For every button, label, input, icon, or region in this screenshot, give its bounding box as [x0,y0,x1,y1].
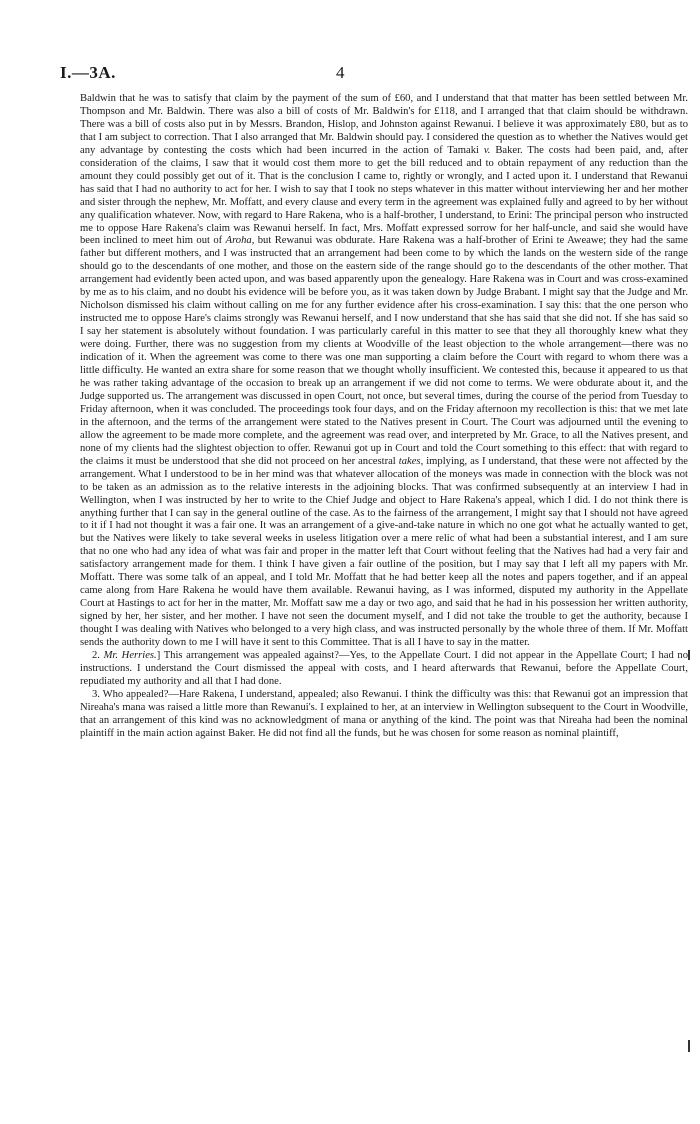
paragraph-text: Baker. The costs had been paid, and, after consideration of the claims, I saw that it would cost them more to get the bill reduced and to obtain repayment of any reduction than the amount they could possibly get out of it. That is the conclusion I came to, rightly or wrongly, and I acted upon it. I understand that Rewanui has said that I had no authority to act for her. I wish to say that I took no steps whatever in this matter without interviewing her and her mother and sister through the nephew, Mr. Moffatt, and every clause and every term in the agreement was explained fully and agreed to by her without any qualification whatever. Now, with regard to Hare Rakena, who is a half-brother, I understand, to Erini: The principal person who instructed me to oppose Hare Rakena's claim was Rewanui herself. In fact, Mrs. Moffatt expressed sorrow for her half-uncle, and said she would have been inclined to meet him out of [80,144,688,247]
italic-text: v. [483,144,491,156]
paragraph-text: 3. Who appealed?—Hare Rakena, I understand, appealed; also Rewanui. I think the difficulty was this: that Rewanui got an impression that Nireaha's mana was raised a little more than Rewanui's. I explained to her, at an interview in Wellington subsequent to the Court in Woodville, that an arrangement of this kind was no acknowledgment of mana or anything of the kind. The point was that Nireaha had been the nominal plaintiff in the main action against Baker. He did not find all the funds, but he was chosen for some reason as nominal plaintiff, [80,688,688,739]
italic-text: Aroha [225,235,252,247]
paragraph [80,93,688,650]
edge-mark [688,1040,690,1052]
edge-mark [688,650,690,660]
paragraph-text: Baldwin that he was to satisfy that claim by the payment of the sum of £60, and I understand that that matter has been settled between Mr. Thompson and Mr. Baldwin. There was also a bill of costs of Mr. Baldwin's for £118, and I arranged that that claim should be withdrawn. There was a bill of costs also put in by Messrs. Brandon, Hislop, and Johnston against Rewanui. I believe it was approximately £80, but as to that I am subject to correction. That I also arranged that Mr. Baldwin should pay. I considered the question as to whether the Natives would get any advantage by contesting the costs which had been incurred in the action of Tamaki [80,93,688,156]
paragraph [80,650,688,689]
italic-text: Mr. Herries. [103,649,157,661]
paragraph-text: ] This arrangement was appealed against?—Yes, to the Appellate Court. I did not appear in the Appellate Court; I had no instructions. I understand the Court dismissed the appeal with costs, and I heard afterwards that Rewanui, before the Appellate Court, repudiated my authority and all that I had done. [80,649,689,687]
paragraph-text: , but Rewanui was obdurate. Hare Rakena was a half-brother of Erini te Aweawe; they had the same father but different mothers, and I was instructed that an arrangement had been come to by which the lands on the western side of the range should go to the descendants of one mother, and those on the eastern side of the range should go to the descendants of the other mother. That arrangement had evidently been acted upon, and was based apparently upon the genealogy. Hare Rakena was in Court and was cross-examined by me as to his claim, and no doubt his evidence will be before you, as it was taken down by Judge Brabant. I might say that the Judge and Mr. Nicholson dismissed his claim without calling on me for any further evidence after his cross-examination. I say this: that the one person who instructed me to oppose Hare's claims strongly was Rewanui herself, and I now understand that she has said that she did not. If she has said so I say her statement is absolutely without foundation. I was particularly careful in this matter to see that they all thoroughly knew what they were doing. Further, there was no suggestion from my clients at Woodville of the least objection to the whole arrangement—there was no indication of it. When the agreement was come to there was one man supporting a claim before the Court with regard to whom there was a little difficulty. He wanted an extra share for some reason that we thought wholly insufficient. We contested this, because it appeared to us that he was rather taking advantage of the occasion to break up an arrangement if we did not come to terms. We were obdurate about it, and the Judge supported us. The arrangement was discussed in open Court, not once, but several times, during the course of the period from Tuesday to Friday afternoon, when it was concluded. The proceedings took four days, and on the Friday afternoon my recollection is this: that we met late in the afternoon, and the terms of the arrangement were stated to the Natives present in Court. The Court was adjourned until the evening to allow the agreement to be made more complete, and the agreement was read over, and interpreted by Mr. Grace, to all the Natives present, and none of my clients had the slightest objection to offer. Rewanui got up in Court and told the Court something to this effect: that with regard to the claims it must be understood that she did not proceed on her ancestral [80,235,688,467]
document-body [80,93,688,741]
paragraph [80,689,688,741]
document-reference: I.—3A. [60,63,116,82]
page-number: 4 [336,63,345,82]
paragraph-text: , implying, as I understand, that these were not affected by the arrangement. What I understood to be in her mind was that whatever allocation of the moneys was made in connection with the block was not to be taken as an admission as to the relative interests in the adjoining blocks. That was confirmed subsequently at an interview I had in Wellington, when I was instructed by her to write to the Chief Judge and object to Hare Rakena's appeal, which I did. I do not think there is anything further that I can say in the general outline of the case. As to the fairness of the arrangement, I might say that I should not have agreed to it if I had not thought it was a fair one. It was an arrangement of a give-and-take nature in which no one got what he actually wanted to get, but the Natives were likely to take several weeks in useless litigation over a mere relic of what had been a substantial interest, and I am sure that no one who had any idea of what was fair and proper in the matter left that Court without feeling that the Natives had had a very fair and satisfactory arrangement made for them. I think I have given a fair outline of the position, but I may say that I left all my papers with Mr. Moffatt. There was some talk of an appeal, and I told Mr. Moffatt that he had better keep all the notes and papers together, and if an appeal came along from Hare Rakena he would have them available. Rewanui having, as I was informed, disputed my authority in the Appellate Court at Hastings to act for her in the matter, Mr. Moffatt saw me a day or two ago, and said that he had in his possession her written authority, signed by her, her sister, and her mother. I have not seen the document myself, and I did not take the trouble to get the authority, because I thought I was dealing with Natives who belonged to a very high class, and was instructed personally by the whole three of them. If Mr. Moffatt sends the authority down to me I will have it sent to this Committee. That is all I have to say in the matter. [80,455,689,649]
paragraph-text: 2. [92,649,104,661]
italic-text: takes [398,455,421,467]
